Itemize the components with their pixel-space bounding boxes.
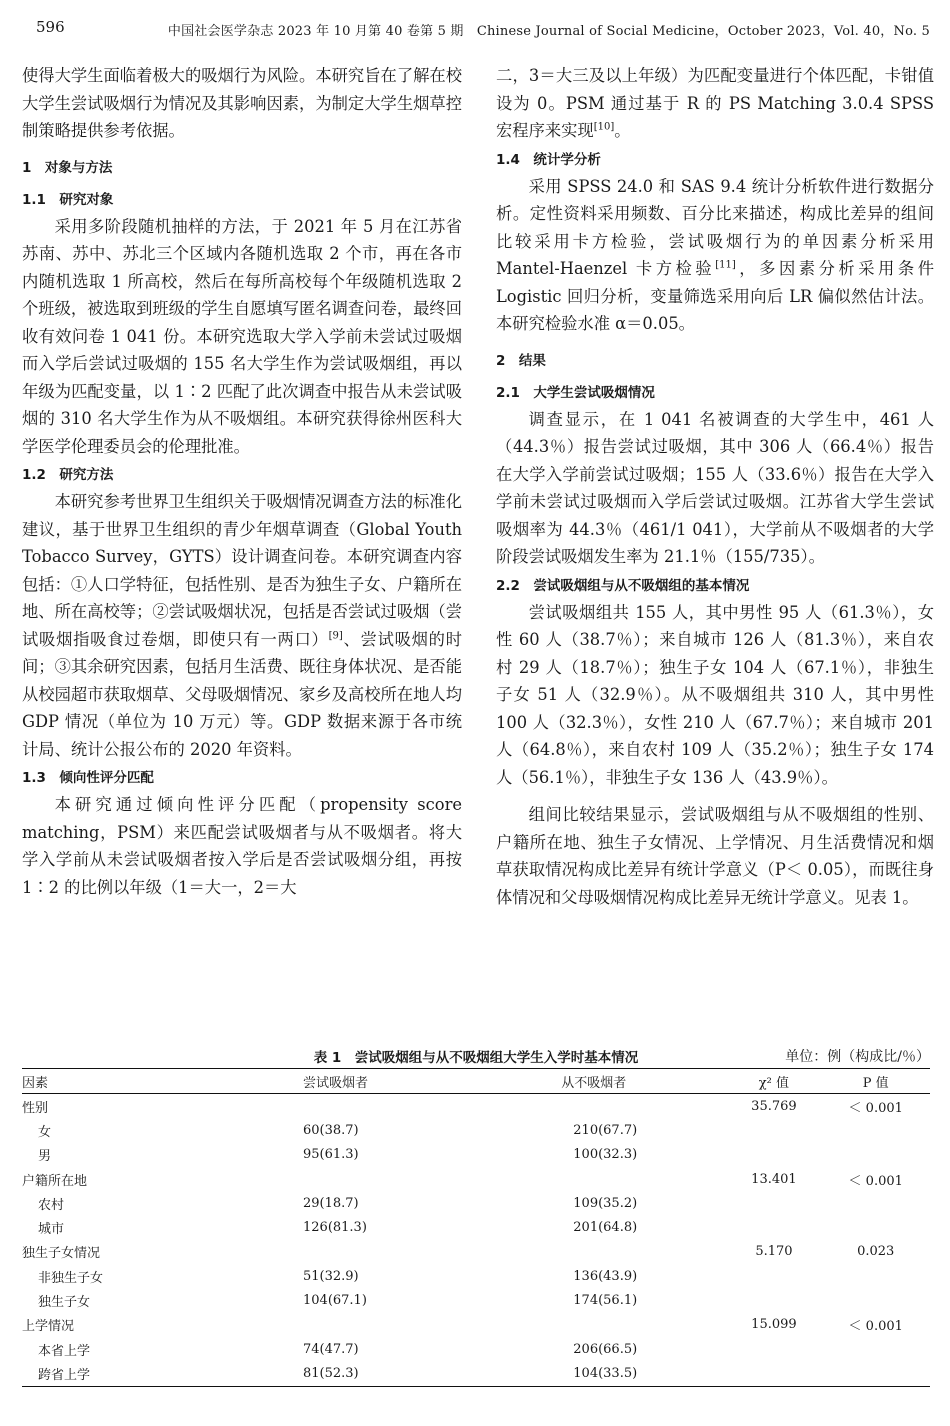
- section-1-3-text: 本研究通过倾向性评分匹配（propensity score matching，PSM）来匹配尝试吸烟者与从不吸烟者。将大学入学前从未尝试吸烟者按入学后是否尝试吸烟分组，再按 1∶2 的比例以年级（1＝大一，2＝大: [22, 795, 462, 897]
- cell-never: 136(43.9): [573, 1268, 638, 1284]
- cell-factor: 农村: [38, 1197, 65, 1213]
- cell-p-value: [821, 1337, 930, 1361]
- page-number: 596: [36, 18, 65, 36]
- section-1-3-continued: [496, 62, 934, 145]
- cell-p-value: [821, 1191, 930, 1215]
- cell-tried: 60(38.7): [303, 1122, 359, 1138]
- cell-factor: 独生子女: [38, 1295, 91, 1311]
- section-1-2-text-a: 本研究参考世界卫生组织关于吸烟情况调查方法的标准化建议，基于世界卫生组织的青少年烟草调查（Global Youth Tobacco Survey，GYTS）设计调查问卷。本研究调查内容包括：①人口学特征，包括性别、是否为独生子女、户籍所在地、所在高校等；②尝试吸烟状况，包括是否尝试过吸烟（尝试吸烟指吸食过卷烟，即使只有一两口）: [22, 492, 462, 649]
- left-column: [22, 62, 462, 901]
- cell-chi-square: 5.170: [755, 1244, 793, 1260]
- section-1-4-text-a: 采用 SPSS 24.0 和 SAS 9.4 统计分析软件进行数据分析。定性资料采用频数、百分比来描述，构成比差异的组间比较采用卡方检验，尝试吸烟行为的单因素分析采用 Mantel-Haenzel 卡方检验: [496, 176, 934, 278]
- table-row: [22, 1288, 930, 1312]
- section-1-4-text: [496, 173, 934, 338]
- cell-tried: 104(67.1): [303, 1293, 367, 1309]
- cell-p-value: ＜ 0.001: [848, 1100, 903, 1116]
- intro-paragraph: 使得大学生面临着极大的吸烟行为风险。本研究旨在了解在校大学生尝试吸烟行为情况及其影响因素，为制定大学生烟草控制策略提供参考依据。: [22, 66, 462, 140]
- section-2-2-title: 2.2 尝试吸烟组与从不吸烟组的基本情况: [496, 577, 750, 594]
- cell-factor: 非独生子女: [38, 1270, 104, 1286]
- cell-chi-square: 35.769: [751, 1098, 797, 1114]
- cell-factor: 户籍所在地: [22, 1173, 88, 1189]
- table-row: [22, 1167, 930, 1191]
- cell-chi-square: [726, 1288, 821, 1312]
- cell-p-value: [821, 1215, 930, 1239]
- table-row: [22, 1240, 930, 1264]
- cell-p-value: [821, 1143, 930, 1167]
- cell-p-value: ＜ 0.001: [848, 1173, 903, 1189]
- cell-p-value: [821, 1361, 930, 1386]
- table-row: [22, 1264, 930, 1288]
- cell-chi-square: [726, 1143, 821, 1167]
- cell-tried: [207, 1167, 525, 1191]
- table-row: [22, 1143, 930, 1167]
- section-2-title: 2 结果: [496, 352, 546, 369]
- table-header-row: [22, 1069, 930, 1094]
- cell-tried: 126(81.3): [303, 1220, 367, 1236]
- cell-never: [525, 1313, 726, 1337]
- table-row: [22, 1361, 930, 1386]
- cell-tried: 29(18.7): [303, 1195, 359, 1211]
- cell-factor: 男: [38, 1149, 52, 1165]
- header-tried: 尝试吸烟者: [207, 1069, 525, 1094]
- section-1-4-text-b: ，多因素分析采用条件 Logistic 回归分析，变量筛选采用向后 LR 偏似然估计法。本研究检验水准 α＝0.05。: [496, 259, 934, 333]
- cell-never: 104(33.5): [525, 1361, 726, 1386]
- cell-never: 109(35.2): [573, 1195, 638, 1211]
- cell-p-value: [821, 1118, 930, 1142]
- header-never: 从不吸烟者: [525, 1069, 726, 1094]
- reference-9[interactable]: [9]: [328, 630, 343, 642]
- table-1-caption-row: [22, 1046, 930, 1068]
- cell-never: [525, 1167, 726, 1191]
- cell-tried: [207, 1240, 525, 1264]
- cell-factor: 上学情况: [22, 1319, 75, 1335]
- reference-11[interactable]: [11]: [715, 259, 736, 271]
- section-1-3-cont-b: 。: [614, 121, 631, 140]
- cell-chi-square: [726, 1118, 821, 1142]
- section-1-title: 1 对象与方法: [22, 159, 113, 176]
- table-1-unit: 单位：例（构成比/％）: [785, 1049, 930, 1065]
- cell-p-value: [821, 1264, 930, 1288]
- section-1-1-text: 采用多阶段随机抽样的方法，于 2021 年 5 月在江苏省苏南、苏中、苏北三个区域内各随机选取 2 个市，再在各市内随机选取 1 所高校，然后在每所高校每个年级随机选取 2 个班级，被选取到班级的学生自愿填写匿名调查问卷，最终回收有效问卷 1 041 份。本研究选取大学入学前未尝试过吸烟而入学后尝试过吸烟的 155 名大学生作为尝试吸烟组，再以年级为匹配变量，以 1∶2 匹配了此次调查中报告从未尝试吸烟的 310 名大学生作为从不吸烟组。本研究获得徐州医科大学医学伦理委员会的伦理批准。: [22, 216, 462, 456]
- cell-tried: [207, 1094, 525, 1119]
- cell-tried: 74(47.7): [303, 1341, 359, 1357]
- section-1-3-title: 1.3 倾向性评分匹配: [22, 770, 154, 786]
- cell-chi-square: [726, 1191, 821, 1215]
- cell-never: [525, 1094, 726, 1119]
- table-1: [22, 1046, 930, 1387]
- cell-factor: 本省上学: [38, 1343, 91, 1359]
- cell-p-value: 0.023: [857, 1244, 895, 1260]
- section-1-4-title: 1.4 统计学分析: [496, 151, 601, 168]
- cell-factor: 性别: [22, 1100, 49, 1116]
- section-1-2-text-b: 、尝试吸烟的时间；③其余研究因素，包括月生活费、既往身体状况、是否能从校园超市获取烟草、父母吸烟情况、家乡及高校所在地人均 GDP 情况（单位为 10 万元）等。GDP 数据来源于各市统计局、统计公报公布的 2020 年资料。: [22, 629, 462, 759]
- cell-never: 206(66.5): [573, 1341, 638, 1357]
- table-row: [22, 1094, 930, 1119]
- cell-never: 100(32.3): [573, 1147, 638, 1163]
- section-1-2-title: 1.2 研究方法: [22, 467, 114, 483]
- section-2-2-text-1: 尝试吸烟组共 155 人，其中男性 95 人（61.3％），女性 60 人（38.7％）；来自城市 126 人（81.3％），来自农村 29 人（18.7％）；独生子女 104 人（67.1％），非独生子女 51 人（32.9％）。从不吸烟组共 310 人，其中男性 100 人（32.3％），女性 210 人（67.7％）；来自城市 201 人（64.8％），来自农村 109 人（35.2％）；独生子女 174 人（56.1％），非独生子女 136 人（43.9％）。: [496, 602, 934, 787]
- section-2-2-text-2: 组间比较结果显示，尝试吸烟组与从不吸烟组的性别、户籍所在地、独生子女情况、上学情况、月生活费情况和烟草获取情况构成比差异有统计学意义（P＜ 0.05），而既往身体情况和父母吸烟情况构成比差异无统计学意义。见表 1。: [496, 805, 934, 907]
- cell-chi-square: 13.401: [751, 1171, 797, 1187]
- cell-chi-square: [726, 1337, 821, 1361]
- reference-10[interactable]: [10]: [593, 121, 615, 133]
- cell-p-value: [821, 1288, 930, 1312]
- section-1-2-text: [22, 488, 462, 763]
- cell-factor: 独生子女情况: [22, 1246, 101, 1262]
- cell-never: [525, 1240, 726, 1264]
- section-1-3-cont-a: 二，3＝大三及以上年级）为匹配变量进行个体匹配，卡钳值设为 0。PSM 通过基于 R 的 PS Matching 3.0.4 SPSS 宏程序来实现: [496, 66, 934, 140]
- table-1-caption: 表 1 尝试吸烟组与从不吸烟组大学生入学时基本情况: [313, 1050, 639, 1066]
- table-row: [22, 1191, 930, 1215]
- cell-chi-square: [726, 1361, 821, 1386]
- cell-tried: 81(52.3): [207, 1361, 525, 1386]
- cell-factor: 跨省上学: [22, 1361, 207, 1386]
- section-2-1-text: 调查显示，在 1 041 名被调查的大学生中，461 人（44.3％）报告尝试过吸烟，其中 306 人（66.4％）报告在大学入学前尝试过吸烟；155 人（33.6％）报告在大学入学前未尝试过吸烟而入学后尝试过吸烟。江苏省大学生尝试吸烟率为 44.3％（461/1 041），大学前从不吸烟者的大学阶段尝试吸烟发生率为 21.1％（155/735）。: [496, 409, 934, 566]
- cell-tried: [207, 1313, 525, 1337]
- right-column: [496, 62, 934, 911]
- cell-factor: 城市: [38, 1222, 65, 1238]
- header-factor: 因素: [22, 1069, 207, 1094]
- cell-never: 174(56.1): [573, 1293, 638, 1309]
- journal-running-head: 中国社会医学杂志 2023 年 10 月第 40 卷第 5 期 Chinese Journal of Social Medicine，October 2023，Vol. 40，No. 5: [167, 24, 930, 39]
- cell-never: 210(67.7): [573, 1122, 638, 1138]
- cell-never: 201(64.8): [573, 1220, 638, 1236]
- table-row: [22, 1313, 930, 1337]
- cell-factor: 女: [38, 1124, 52, 1140]
- page-header: [0, 0, 950, 44]
- cell-p-value: ＜ 0.001: [848, 1319, 903, 1335]
- table-row: [22, 1337, 930, 1361]
- cell-tried: 51(32.9): [303, 1268, 359, 1284]
- cell-chi-square: [726, 1264, 821, 1288]
- header-chi-square: χ² 值: [726, 1069, 821, 1094]
- table-1-body: [22, 1094, 930, 1387]
- table-1-grid: [22, 1068, 930, 1387]
- table-row: [22, 1118, 930, 1142]
- header-p-value: P 值: [821, 1069, 930, 1094]
- cell-chi-square: [726, 1215, 821, 1239]
- section-2-1-title: 2.1 大学生尝试吸烟情况: [496, 384, 655, 401]
- cell-tried: 95(61.3): [303, 1147, 359, 1163]
- cell-chi-square: 15.099: [751, 1317, 797, 1333]
- section-1-1-title: 1.1 研究对象: [22, 191, 114, 208]
- table-row: [22, 1215, 930, 1239]
